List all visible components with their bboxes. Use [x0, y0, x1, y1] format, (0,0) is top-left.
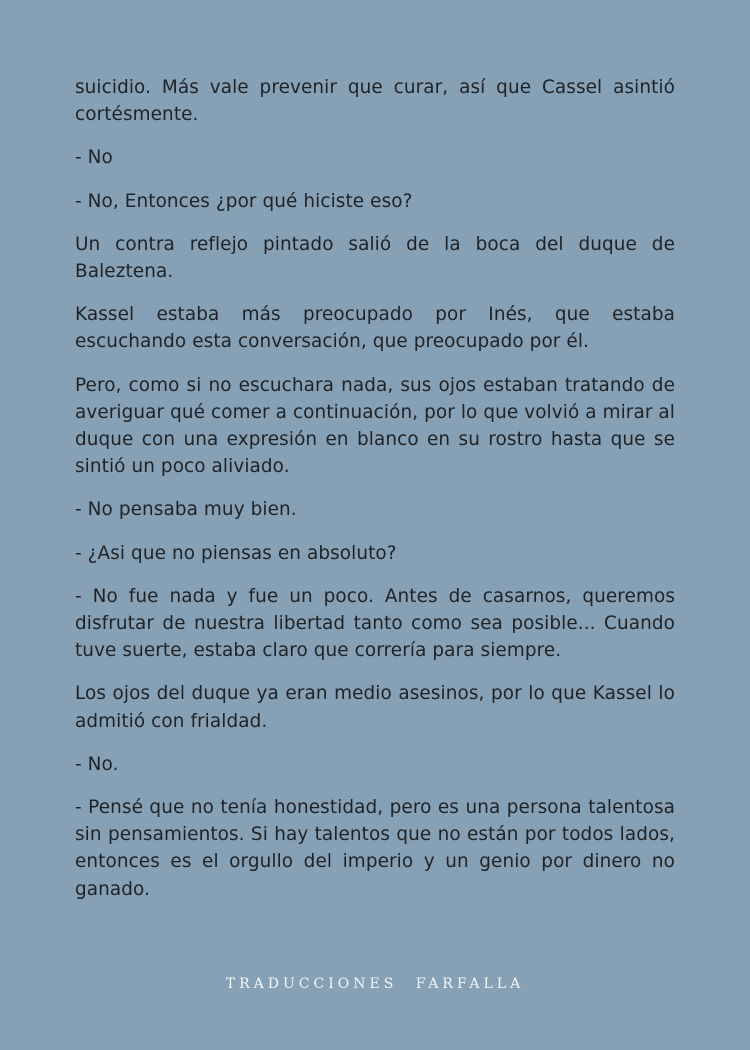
paragraph-2: - No	[75, 147, 113, 169]
paragraph-5: Kassel estaba más preocupado por Inés, que estaba escuchando esta conversación, que preocupado por él.	[75, 304, 675, 353]
paragraph-12: - Pensé que no tenía honestidad, pero es una persona talentosa sin pensamientos. Si hay talentos que no están por todos lados, entonces es el orgullo del imperio y un genio por dinero no ganado.	[75, 797, 675, 900]
paragraph-1: suicidio. Más vale prevenir que curar, así que Cassel asintió cortésmente.	[75, 77, 675, 126]
paragraph-10: Los ojos del duque ya eran medio asesinos, por lo que Kassel lo admitió con frialdad.	[75, 683, 675, 732]
paragraph-3: - No, Entonces ¿por qué hiciste eso?	[75, 190, 413, 212]
paragraph-8: - ¿Asi que no piensas en absoluto?	[75, 542, 397, 564]
paragraph-6: Pero, como si no escuchara nada, sus ojos estaban tratando de averiguar qué comer a continuación, por lo que volvió a mirar al duque con una expresión en blanco en su rostro hasta que se sintió un poco aliviado.	[75, 374, 676, 478]
footer-credit: TRADUCCIONES FARFALLA	[225, 976, 525, 992]
paragraph-11: - No.	[75, 753, 119, 775]
document-body	[75, 74, 675, 903]
paragraph-4: Un contra reflejo pintado salió de la boca del duque de Baleztena.	[75, 233, 675, 283]
paragraph-9: - No fue nada y fue un poco. Antes de casarnos, queremos disfrutar de nuestra libertad tanto como sea posible... Cuando tuve suerte, estaba claro que correría para siempre.	[75, 585, 675, 662]
paragraph-7: - No pensaba muy bien.	[75, 499, 297, 521]
